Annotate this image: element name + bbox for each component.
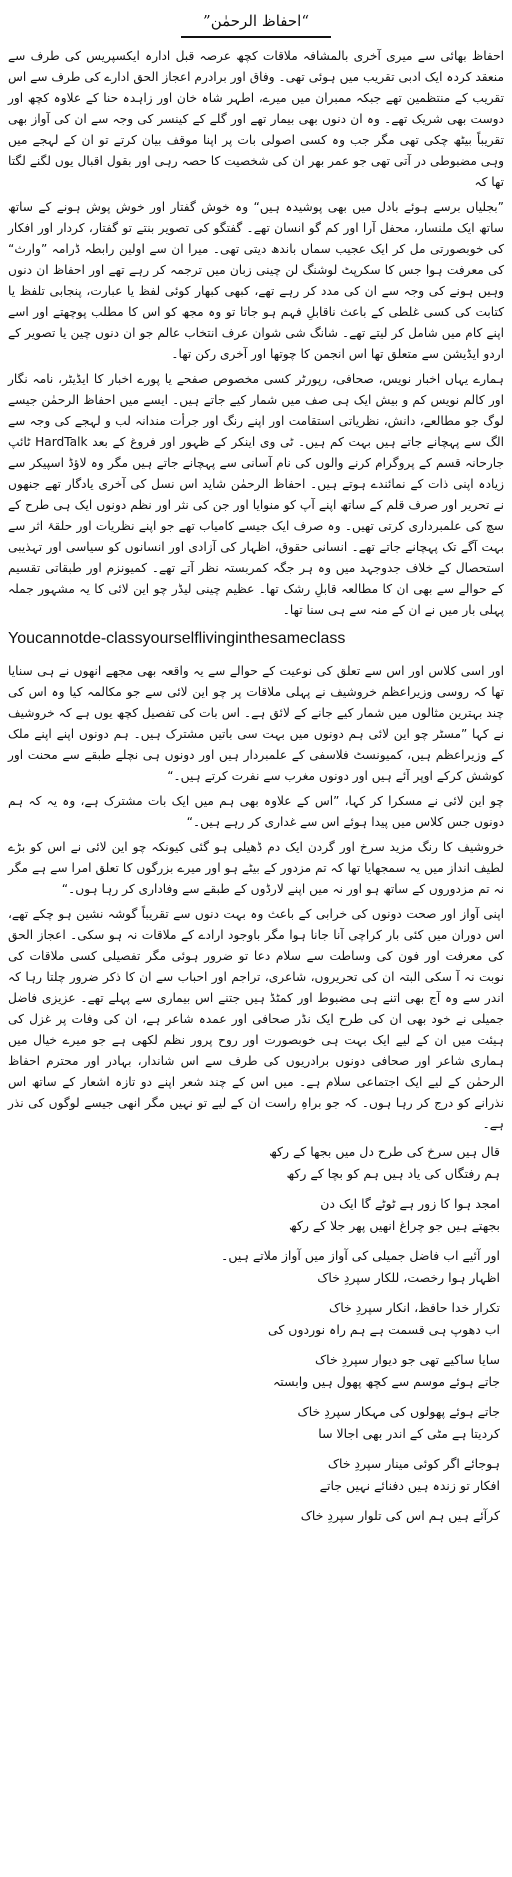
poem-line: ہم رفتگاں کی یاد ہیں ہم کو بچا کے رکھ	[286, 1166, 500, 1181]
poem-line: سایا ساکیے تھی جو دیوار سپردِ خاک	[314, 1352, 500, 1367]
poem-line: کردیتا ہے مٹی کے اندر بھی اجالا سا	[318, 1426, 500, 1441]
poem-couplet	[8, 1349, 500, 1393]
poem-couplet	[8, 1193, 500, 1237]
poem-line: قال ہیں سرخ کی طرح دل میں بجھا کے رکھ	[269, 1144, 500, 1159]
poem-line: امجد ہوا کا زور ہے ٹوٹے گا ایک دن	[320, 1196, 500, 1211]
poem-couplet	[8, 1297, 500, 1341]
article-paragraph-1: احفاظ بھائی سے میری آخری بالمشافہ ملاقات کچھ عرصہ قبل ادارہ ایکسپریس کی طرف سے منعقد کردہ ایک ادبی تقریب میں ہوئی تھی۔ وفاق اور برادرم اعجاز الحق ادارے کی طرف سے اس تقریب کے منتظمین تھے جبکہ ممبران میں میرے، اطہر شاہ خان اور زاہدہ حنا کے علاوہ کچھ اور دوست بھی شریک تھے۔ وہ ان دنوں بھی بیمار تھے اور گلے کے کینسر کی وجہ سے ان کی آواز بھی تقریباً بیٹھ چکی تھی مگر جب وہ کسی اصولی بات پر اپنا موقف بیان کرتے تو ان کے لہجے میں وہی مضبوطی در آتی تھی جو عمر بھر ان کی شخصیت کا حصہ رہی اور بقول اقبال یوں لگنے لگتا تھا کہ	[8, 49, 504, 189]
poem-block	[8, 1141, 504, 1527]
article-paragraph-6: خروشیف کا رنگ مزید سرخ اور گردن ایک دم ڈھیلی ہو گئی کیونکہ چو این لائی نے اس کو بڑے لطیف انداز میں یہ سمجھایا تھا کہ تم مزدور کے بیٹے ہو اور میرے بزرگوں کا تعلق امرا سے ہے مگر نہ تم مزدوروں کے ساتھ ہو اور نہ میں اپنے لارڈوں کے طبقے سے وفاداری کر رہا ہوں۔“	[8, 840, 504, 896]
poem-line: افکار تو زندہ ہیں دفنائے نہیں جاتے	[319, 1478, 500, 1493]
poem-line: بجھتے ہیں جو چراغ انھیں پھر جلا کے رکھ	[288, 1218, 500, 1233]
poem-couplet	[8, 1141, 500, 1185]
poem-line: اب دھوپ ہی قسمت ہے ہم راہ نوردوں کی	[267, 1322, 500, 1337]
poem-couplet	[8, 1453, 500, 1497]
poem-line: جاتے ہوئے موسم سے کچھ پھول ہیں وابستہ	[272, 1374, 500, 1389]
article-title: ”احفاظ الرحمٰن“	[203, 12, 309, 30]
poem-line: اظہار ہوا رخصت، للکار سپردِ خاک	[317, 1270, 500, 1285]
poem-line: کرآئے ہیں ہم اس کی تلوار سپردِ خاک	[300, 1508, 500, 1523]
article-paragraph-2: ”بجلیاں برسے ہوئے بادل میں بھی پوشیدہ ہیں“ وہ خوش گفتار اور خوش پوش ہونے کے ساتھ ساتھ ایک ملنسار، محفل آرا اور کم گو انسان تھے۔ گفتگو کی تصویر بنتے تو گفتار، کردار اور افکار کی خوبصورتی مل کر ایک عجیب سماں باندھ دیتی تھی۔ میرا ان سے اولین رابطہ ڈرامہ ”وارث“ کی معرفت ہوا جس کا سکرپٹ لوشنگ لن چینی زبان میں ترجمہ کر رہے تھے اور احفاظ ان دنوں وہیں ہونے کی وجہ سے ان کی مدد کر رہے تھے، کبھی کبھار کوئی لفظ یا عبارت، پنجابی تلفظ یا کتابت کی کسی غلطی کے باعث ناقابلِ فہم ہو جاتا تو وہ مجھ کو اس کا مطلب پوچھتے اور اسے اپنے کام میں شامل کر لیتے تھے۔ شانگ شی شوان عرف انتخاب عالم جو ان دنوں چین یا تصویر کے اردو ایڈیشن سے متعلق تھا اس انجمن کا چوتھا اور آخری رکن تھا۔	[8, 200, 504, 361]
poem-line: جاتے ہوئے پھولوں کی مہکار سپردِ خاک	[297, 1404, 500, 1419]
article-paragraph-3: ہمارے یہاں اخبار نویس، صحافی، رپورٹر کسی مخصوص صفحے یا پورے اخبار کا ایڈیٹر، نامہ نگار اور کالم نویس کم و بیش ایک ہی صف میں شمار کیے جاتے ہیں۔ ایسے میں احفاظ الرحمٰن جیسے لوگ جو مطالعے، دانش، نظریاتی استقامت اور اپنے رنگ اور جرأت مندانہ لب و لہجے کی وجہ سے الگ سے پہچانے جاتے ہیں بہت کم ہیں۔ ٹی وی اینکر کے ظہور اور فروغ کے بعد HardTalk ٹائپ جارحانہ قسم کے پروگرام کرنے والوں کی نام آسانی سے پہچانے جاتے ہیں مگر وہ لاؤڈ اسپیکر سے زیادہ اپنی ذات کے نمائندے ہوتے ہیں۔ احفاظ الرحمٰن شاید اس نسل کی آخری یادگار تھے جنھوں نے تحریر اور صرف قلم کے ساتھ اپنے آپ کو منوایا اور جن کی نثر اور نظم دونوں ایک ہی طرح کے سچ کی علمبرداری کرتی تھیں۔ وہ صرف ایک جیسے کامیاب تھے جو اپنے نظریات اور حلقۂ اثر سے بہت آگے تک پہچانے جاتے تھے۔ انسانی حقوق، اظہار کی آزادی اور انسانوں کو سیاسی اور تہذیبی استحصال کے خلاف جدوجہد میں وہ ہر جگہ کمربستہ نظر آتے تھے۔ کمیونزم اور طبقاتی تقسیم کے حوالے سے بھی ان کا مطالعہ قابلِ رشک تھا۔ عظیم چینی لیڈر چو این لائی کا یہ مشہور جملہ پہلی بار میں نے ان کے منہ سے ہی سنا تھا۔	[8, 372, 504, 617]
poem-line: ہوجائے اگر کوئی مینار سپردِ خاک	[327, 1456, 500, 1471]
article-paragraph-7: اپنی آواز اور صحت دونوں کی خرابی کے باعث وہ بہت دنوں سے تقریباً گوشہ نشین ہو چکے تھے، اس دوران میں کئی بار کراچی آنا جانا ہوا مگر باوجود ارادے کے ملاقات نہ ہو سکی۔ اعجاز الحق کی معرفت اور فون کی وساطت سے سلام دعا تو ضرور ہوئی مگر تفصیلی کسی ملاقات کی نوبت نہ آ سکی البتہ ان کی تحریروں، شاعری، تراجم اور احباب سے ان کا ذکر ضرور چلتا رہا کہ اندر سے وہ آج بھی اتنے ہی مضبوط اور کمٹڈ ہیں جتنے اس بیماری سے پہلے تھے۔ عزیزی فاضل جمیلی نے خود بھی ان کی طرح ایک نڈر صحافی اور عمدہ شاعر ہے، ان کی وفات پر غزل کی ہیئت میں ان کے لیے ایک بہت ہی خوبصورت اور روح پرور نظم لکھی ہے جو میرے خیال میں ہماری شاعر اور صحافی دونوں برادریوں کی طرف سے اس شاندار، بہادر اور محترم احفاظ الرحمٰن کے لیے ایک اجتماعی سلام ہے۔ میں اس کے چند شعر اپنے دو تازہ اشعار کے ساتھ اس نذرانے کو درج کر رہا ہوں۔ کہ جو براہِ راست ان کے لیے تو نہیں مگر انھی جیسے لوگوں کی نذر ہے۔	[8, 907, 504, 1131]
poem-line: تکرار خدا حافظ، انکار سپردِ خاک	[329, 1300, 500, 1315]
poem-couplet	[8, 1505, 500, 1527]
poem-couplet	[8, 1245, 500, 1289]
article-paragraph-4: اور اسی کلاس اور اس سے تعلق کی نوعیت کے حوالے سے یہ واقعہ بھی مجھے انھوں نے ہی سنایا تھا کہ روسی وزیراعظم خروشیف نے پہلی ملاقات پر چو این لائی سے جو مکالمہ کیا وہ اس کی چند بہترین مثالوں میں شمار کیے جانے کے لائق ہے۔ اس بات کی تفصیل کچھ یوں ہے کہ خروشیف نے کہا ”مسٹر چو این لائی ہم دونوں میں بہت سی باتیں مشترک ہیں۔ ہم دونوں اپنے اپنے ملک کے وزیراعظم ہیں، کمیونسٹ فلاسفی کے علمبردار ہیں اور دونوں ہی نچلے طبقے سے محنت اور کوشش کرکے اوپر آئے ہیں اور دونوں مغرب سے نفرت کرتے ہیں۔“	[8, 664, 504, 783]
poem-line: اور آئیے اب فاضل جمیلی کی آواز میں آواز ملاتے ہیں۔	[221, 1248, 500, 1263]
article-paragraph-5: چو این لائی نے مسکرا کر کہا، ”اس کے علاوہ بھی ہم میں ایک بات مشترک ہے، وہ یہ کہ ہم دونوں جس کلاس میں پیدا ہوئے اس سے غداری کر رہے ہیں۔“	[8, 794, 504, 829]
english-quote: Youcannotde-classyourselflivinginthesameclass	[8, 630, 346, 647]
poem-couplet	[8, 1401, 500, 1445]
title-underline	[181, 36, 331, 38]
